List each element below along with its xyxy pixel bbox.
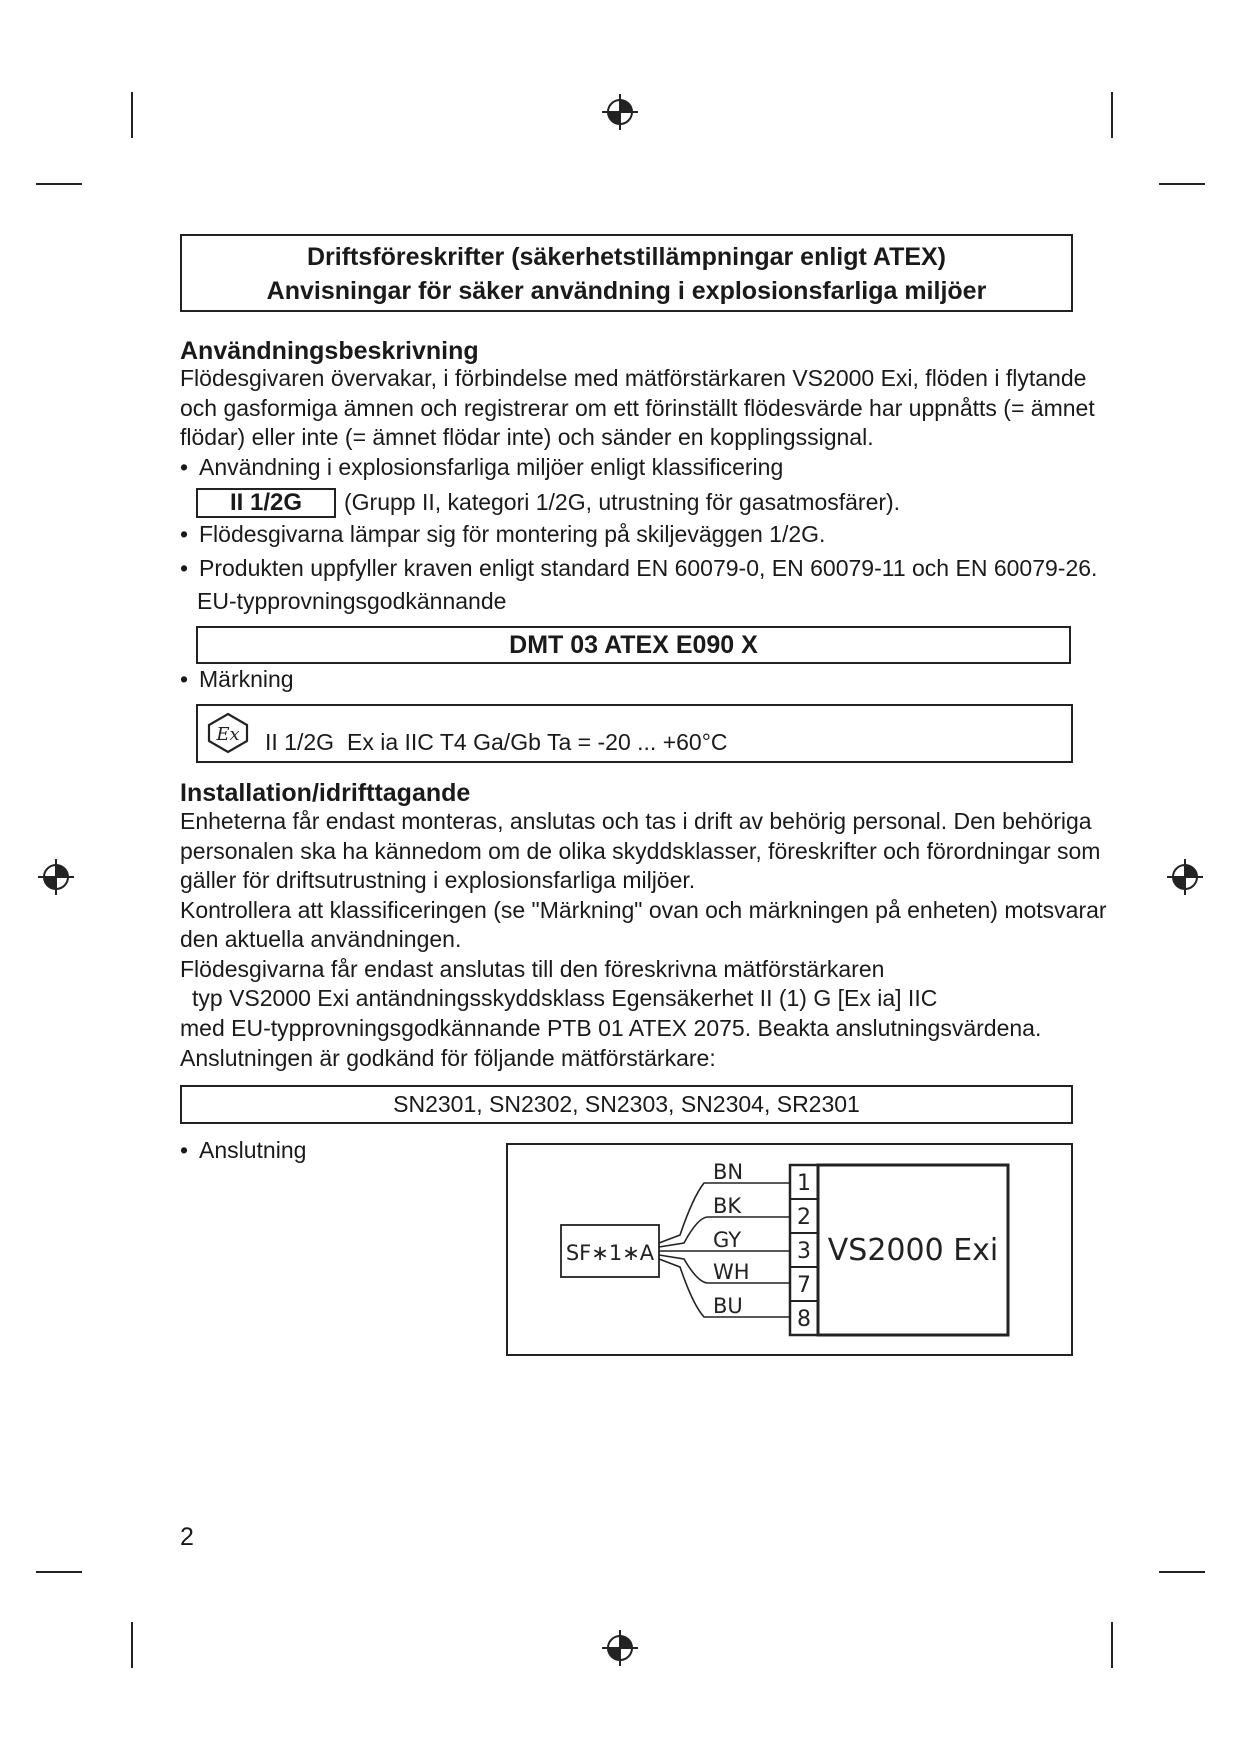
certificate-box: DMT 03 ATEX E090 X <box>196 626 1071 664</box>
crop-mark <box>36 183 82 185</box>
bullet-symbol: • <box>180 1137 189 1163</box>
bullet-symbol: • <box>180 555 189 581</box>
marking-temperature: Ta = -20 ... +60°C <box>547 729 728 755</box>
wire-color-label: WH <box>713 1260 750 1284</box>
installation-line: med EU-typprovningsgodkännande PTB 01 ATEX 2075. Beakta anslutningsvärdena. <box>180 1015 1042 1041</box>
title-line-2: Anvisningar för säker användning i explosionsfarliga miljöer <box>266 277 987 305</box>
ex-symbol-text: Ex <box>216 724 240 745</box>
bullet-symbol: • <box>180 521 189 547</box>
registration-mark-icon <box>600 92 640 132</box>
usage-line: flödar) eller inte (= ämnet flödar inte) och sänder en kopplingssignal. <box>180 424 874 450</box>
installation-paragraph <box>180 807 1107 984</box>
ex-hexagon-icon <box>206 712 250 754</box>
wiring-diagram <box>506 1143 1073 1356</box>
wire-color-label: BN <box>713 1160 744 1184</box>
usage-paragraph <box>180 364 1095 453</box>
installation-line: Enheterna får endast monteras, anslutas och tas i drift av behörig personal. Den behöriga <box>180 808 1092 834</box>
crop-mark <box>131 92 133 138</box>
wiring-diagram-svg <box>508 1145 1071 1354</box>
terminal-number: 7 <box>797 1273 811 1298</box>
registration-mark-icon <box>600 1628 640 1668</box>
amplifier-list-box: SN2301, SN2302, SN2303, SN2304, SR2301 <box>180 1085 1073 1124</box>
bullet-text: Användning i explosionsfarliga miljöer enligt klassificering <box>199 454 784 480</box>
bullet-connection <box>180 1136 306 1165</box>
wire-color-label: GY <box>713 1228 742 1252</box>
installation-line: Kontrollera att klassificeringen (se "Märkning" ovan och märkningen på enheten) motsvarar <box>180 896 1107 923</box>
terminal-number: 2 <box>797 1205 811 1230</box>
terminal-number: 8 <box>797 1307 811 1332</box>
page-number: 2 <box>180 1523 194 1551</box>
marking-protection: Ex ia IIC T4 Ga/Gb <box>347 729 541 755</box>
crop-mark <box>1159 1571 1205 1573</box>
usage-line: och gasformiga ämnen och registrerar om ett förinställt flödesvärde har uppnåtts (= ämnet <box>180 394 1095 421</box>
wire-color-label: BU <box>713 1294 743 1318</box>
bullet-text: Märkning <box>199 666 294 692</box>
crop-mark <box>1111 1622 1113 1668</box>
bullet-classification <box>180 453 783 482</box>
installation-line: Anslutningen är godkänd för följande mätförstärkare: <box>180 1044 716 1071</box>
bullet-symbol: • <box>180 666 189 692</box>
usage-heading: Användningsbeskrivning <box>180 337 479 365</box>
classification-box: II 1/2G <box>196 488 336 518</box>
installation-line: Flödesgivarna får endast anslutas till den föreskrivna mätförstärkaren <box>180 955 885 982</box>
installation-paragraph-2 <box>180 1014 1070 1073</box>
terminal-number: 3 <box>797 1239 811 1264</box>
registration-mark-icon <box>1165 857 1205 897</box>
bullet-mounting <box>180 520 825 549</box>
bullet-text: Produkten uppfyller kraven enligt standard EN 60079-0, EN 60079-11 och EN 60079-26. <box>199 555 1098 581</box>
bullet-text: Flödesgivarna lämpar sig för montering på skiljeväggen 1/2G. <box>199 521 826 547</box>
crop-mark <box>36 1571 82 1573</box>
classification-description: (Grupp II, kategori 1/2G, utrustning för gasatmosfärer). <box>344 489 901 515</box>
crop-mark <box>1159 183 1205 185</box>
bullet-marking <box>180 665 294 694</box>
title-line-1: Driftsföreskrifter (säkerhetstillämpningar enligt ATEX) <box>306 243 947 271</box>
crop-mark <box>1111 92 1113 138</box>
installation-line: den aktuella användningen. <box>180 926 462 952</box>
title-box <box>180 234 1073 312</box>
terminal-number: 1 <box>797 1171 811 1196</box>
certificate-label: EU-typprovningsgodkännande <box>197 588 507 614</box>
amplifier-label: VS2000 Exi <box>827 1233 999 1268</box>
crop-mark <box>131 1622 133 1668</box>
sensor-label: SF∗1∗A <box>565 1241 655 1265</box>
usage-line: Flödesgivaren övervakar, i förbindelse med mätförstärkaren VS2000 Exi, flöden i flytande <box>180 365 1087 391</box>
registration-mark-icon <box>36 857 76 897</box>
bullet-text: Anslutning <box>199 1137 307 1163</box>
marking-box <box>196 704 1073 763</box>
bullet-symbol: • <box>180 454 189 480</box>
bullet-standards <box>180 554 1097 583</box>
marking-group: II 1/2G <box>265 729 335 755</box>
installation-line: gäller för driftsutrustning i explosionsfarliga miljöer. <box>180 867 696 893</box>
amplifier-type-line: typ VS2000 Exi antändningsskyddsklass Egensäkerhet II (1) G [Ex ia] IIC <box>192 985 938 1011</box>
installation-heading: Installation/idrifttagande <box>180 779 471 807</box>
installation-line: personalen ska ha kännedom om de olika skyddsklasser, föreskrifter och förordningar som <box>180 837 1101 864</box>
wire-color-label: BK <box>713 1194 742 1218</box>
